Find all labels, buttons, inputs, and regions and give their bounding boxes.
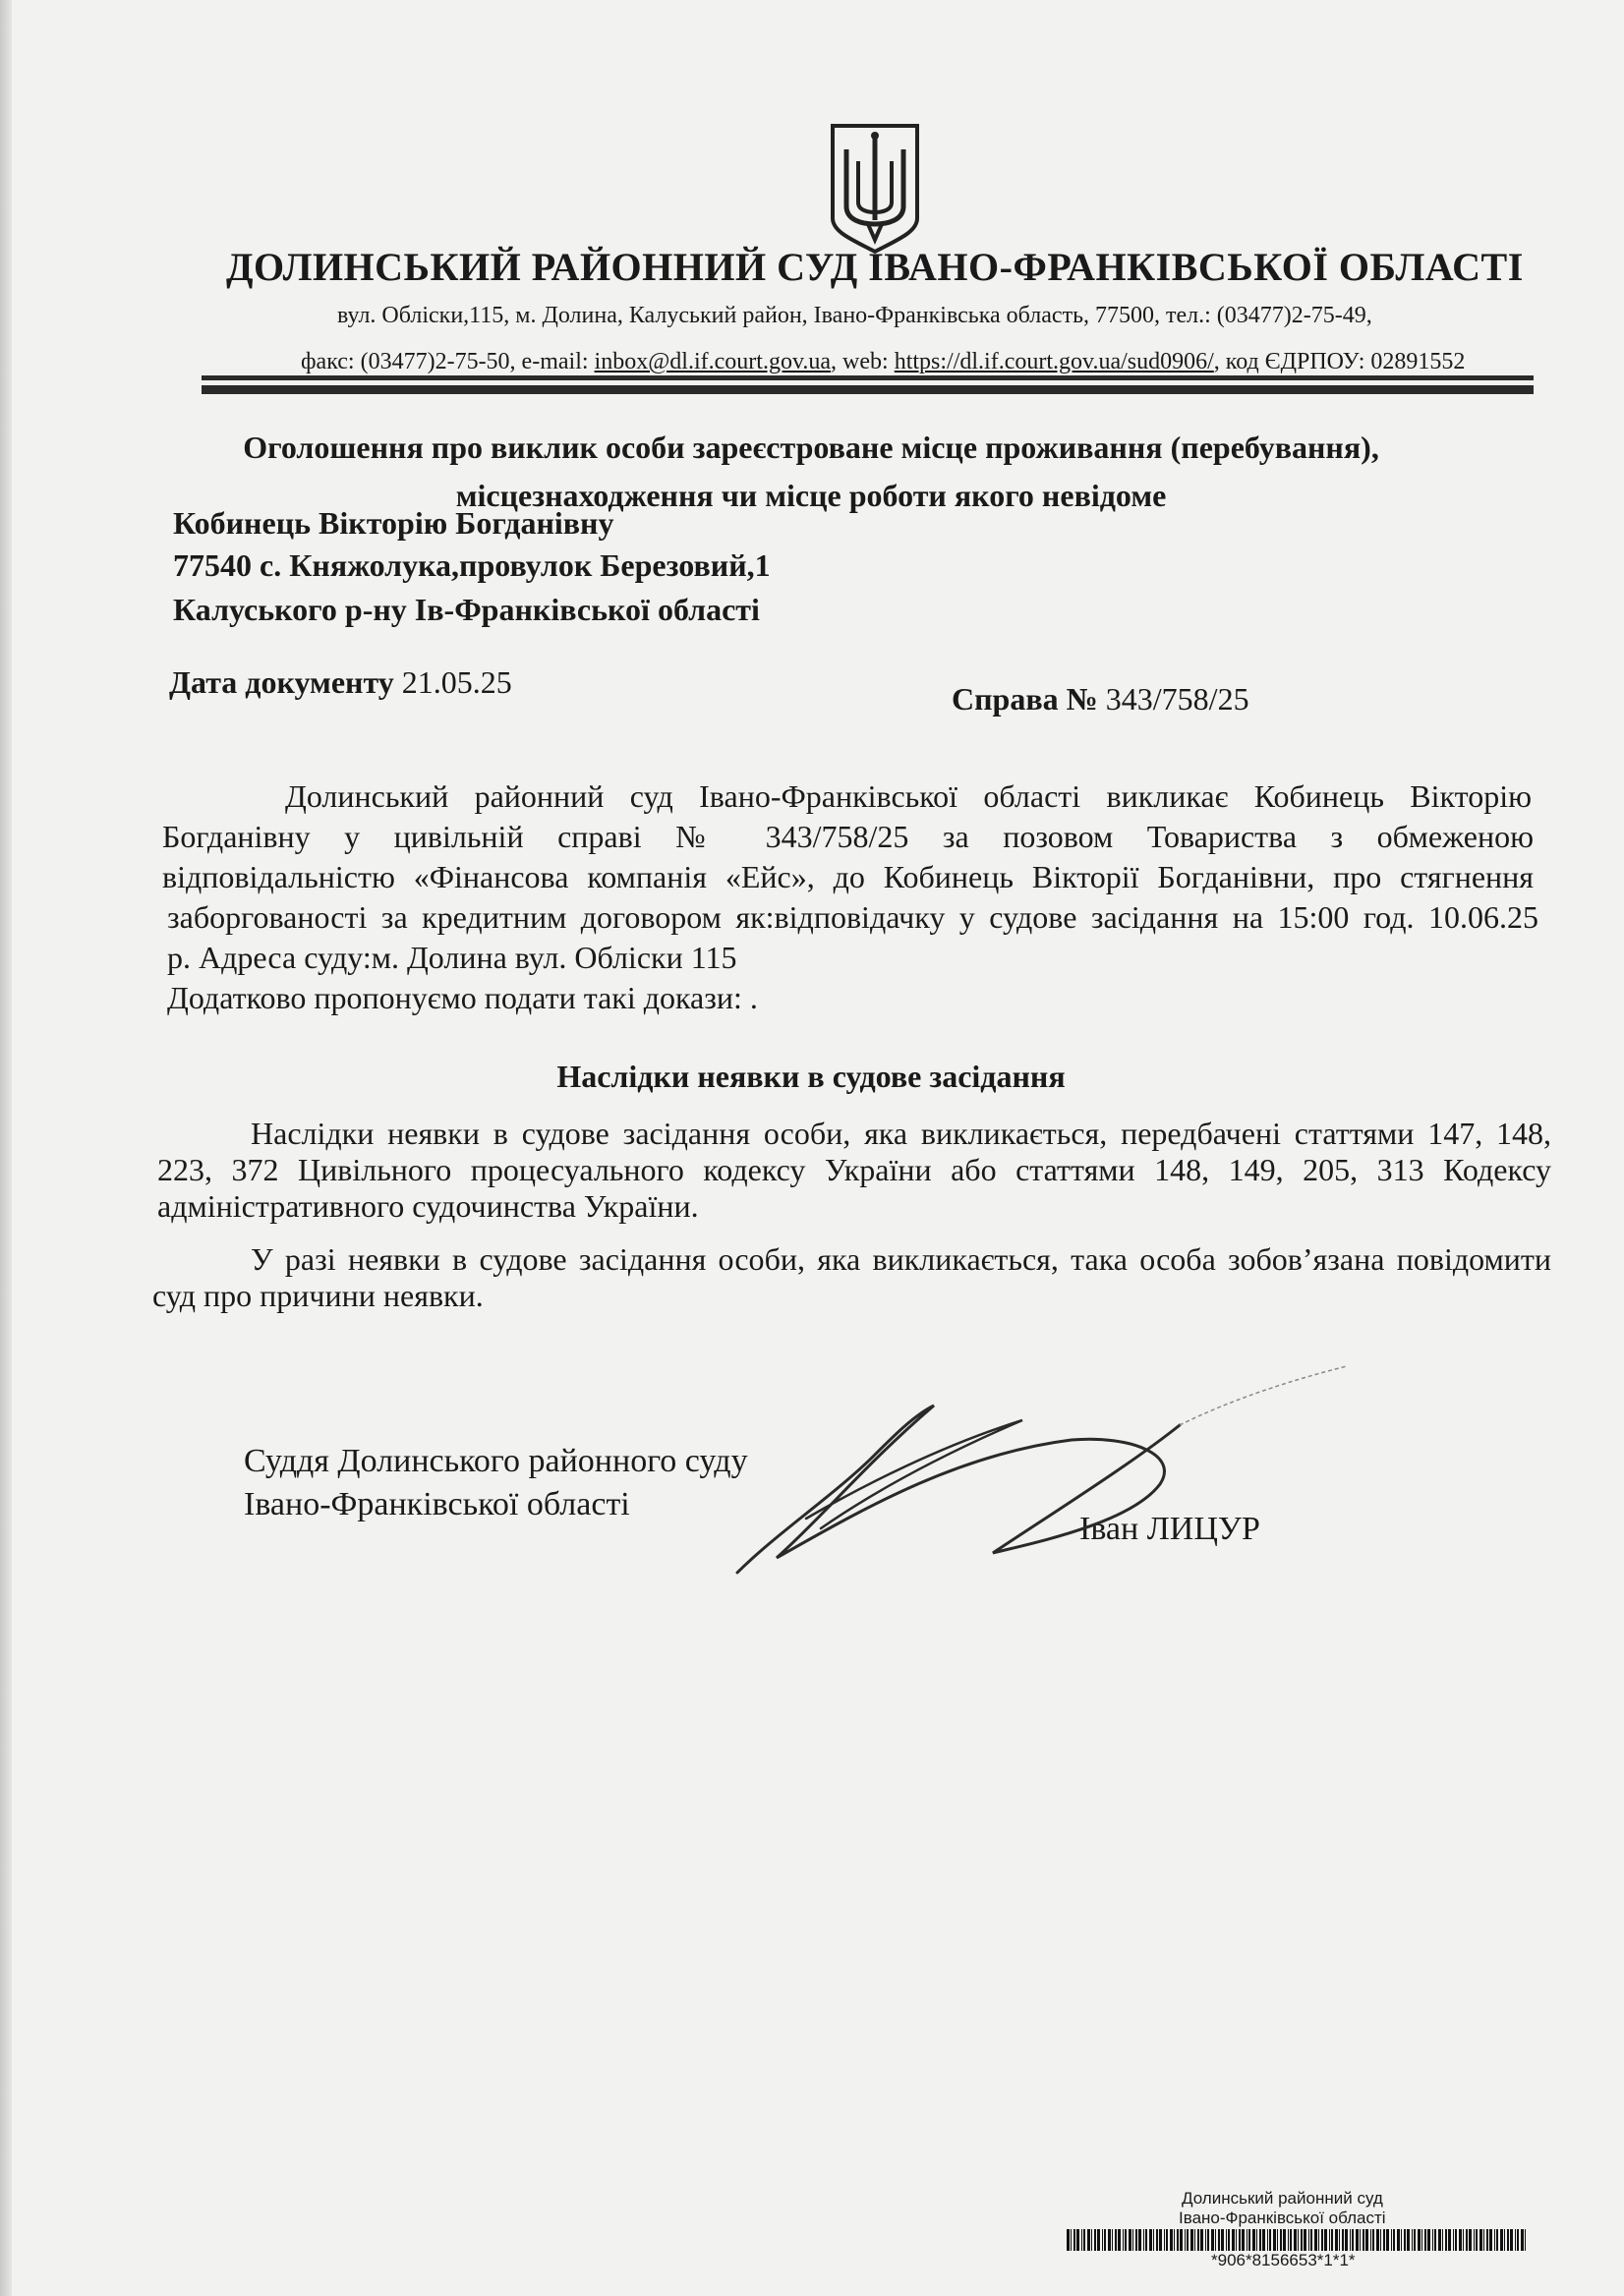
barcode-bar	[1290, 2229, 1292, 2251]
edrpou-code: , код ЄДРПОУ: 02891552	[1213, 349, 1466, 374]
barcode-bar	[1438, 2229, 1441, 2251]
barcode-bar	[1304, 2229, 1306, 2251]
barcode-bar	[1164, 2229, 1165, 2251]
consequences-paragraph-2: У разі неявки в судове засідання особи, яка викликається, така особа зобов’язана повідомити суд про причини неявки.	[152, 1241, 1551, 1313]
barcode-bar	[1211, 2229, 1214, 2251]
barcode-bar	[1115, 2229, 1117, 2251]
date-label: Дата документу	[169, 664, 394, 700]
barcode-bar	[1386, 2229, 1389, 2251]
barcode-bar	[1215, 2229, 1216, 2251]
case-number	[952, 681, 1249, 718]
barcode-bar	[1273, 2229, 1276, 2251]
barcode-bar	[1517, 2229, 1519, 2251]
consequences-heading: Наслідки неявки в судове засідання	[556, 1059, 1066, 1094]
barcode-bar	[1218, 2229, 1220, 2251]
barcode-bar	[1132, 2229, 1133, 2251]
barcode-bar	[1455, 2229, 1457, 2251]
barcode-bar	[1421, 2229, 1422, 2251]
barcode-bar	[1170, 2229, 1173, 2251]
web-link[interactable]: https://dl.if.court.gov.ua/sud0906/	[894, 349, 1214, 374]
barcode-bar	[1483, 2229, 1484, 2251]
barcode-bar	[1469, 2229, 1472, 2251]
barcode-bar	[1123, 2229, 1124, 2251]
barcode-bar	[1356, 2229, 1359, 2251]
court-address: вул. Обліски,115, м. Долина, Калуський район, Івано-Франківська область, 77500, тел.: (03477)2-75-49,	[337, 303, 1372, 328]
header-divider-thick	[202, 385, 1534, 394]
barcode-bar	[1397, 2229, 1400, 2251]
barcode-bar	[1414, 2229, 1416, 2251]
judge-position-line1: Суддя Долинського районного суду	[244, 1443, 748, 1479]
body-line-2: Богданівну у цивільній справі № 343/758/25 за позовом Товариства з обмеженою	[162, 819, 1534, 854]
barcode-bar	[1331, 2229, 1333, 2251]
barcode-bar	[1445, 2229, 1447, 2251]
barcode-bar	[1298, 2229, 1299, 2251]
addressee-region: Калуського р-ну Ів-Франківської області	[173, 592, 760, 627]
barcode-bar	[1135, 2229, 1137, 2251]
barcode-bar	[1228, 2229, 1230, 2251]
barcode-bar	[1345, 2229, 1348, 2251]
barcode-bar	[1166, 2229, 1168, 2251]
date-value: 21.05.25	[393, 664, 512, 700]
barcode-bar	[1174, 2229, 1175, 2251]
web-label: , web:	[831, 349, 895, 374]
barcode-bar	[1073, 2229, 1075, 2251]
barcode-bar	[1294, 2229, 1297, 2251]
coat-of-arms-icon	[829, 122, 921, 256]
barcode-bar	[1479, 2229, 1482, 2251]
body-line-6: Додатково пропонуємо подати такі докази: .	[167, 980, 758, 1015]
barcode-bar	[1515, 2229, 1516, 2251]
barcode-bar	[1339, 2229, 1340, 2251]
barcode-bar	[1510, 2229, 1513, 2251]
barcode-bar	[1376, 2229, 1379, 2251]
addressee-street: 77540 с. Княжолука,провулок Березовий,1	[173, 547, 771, 583]
barcode-bar	[1267, 2229, 1268, 2251]
barcode-bar	[1424, 2229, 1426, 2251]
barcode-bar	[1081, 2229, 1082, 2251]
barcode-bar	[1393, 2229, 1395, 2251]
court-contacts	[301, 349, 1465, 375]
barcode-bar	[1504, 2229, 1505, 2251]
barcode-bar	[1252, 2229, 1255, 2251]
barcode-bar	[1071, 2229, 1072, 2251]
fax-label: факс: (03477)2-75-50, e-mail:	[301, 349, 595, 374]
barcode-bar	[1383, 2229, 1385, 2251]
barcode-code: *906*8156653*1*1*	[1211, 2251, 1356, 2269]
barcode-bar	[1453, 2229, 1454, 2251]
barcode-bar	[1102, 2229, 1103, 2251]
barcode-bar	[1463, 2229, 1464, 2251]
barcode-bar	[1156, 2229, 1158, 2251]
barcode-bar	[1466, 2229, 1468, 2251]
barcode-bar	[1507, 2229, 1509, 2251]
barcode-bar	[1177, 2229, 1179, 2251]
barcode-bar	[1236, 2229, 1237, 2251]
barcode-bar	[1486, 2229, 1488, 2251]
barcode-bar	[1190, 2229, 1193, 2251]
barcode-bar	[1324, 2229, 1327, 2251]
body-line-4: заборгованості за кредитним договором як:відповідачку у судове засідання на 15:00 год. 10.06.25	[167, 899, 1538, 935]
barcode-bar	[1149, 2229, 1152, 2251]
barcode-bar	[1352, 2229, 1354, 2251]
barcode-bar	[1112, 2229, 1113, 2251]
barcode-bar	[1525, 2229, 1526, 2251]
barcode-bar	[1280, 2229, 1282, 2251]
barcode-bar	[1091, 2229, 1092, 2251]
barcode-bar	[1180, 2229, 1183, 2251]
barcode-bar	[1404, 2229, 1406, 2251]
case-label: Справа №	[952, 681, 1098, 717]
barcode-bar	[1256, 2229, 1257, 2251]
body-line-5: р. Адреса суду:м. Долина вул. Обліски 115	[167, 940, 737, 975]
barcode-bar	[1500, 2229, 1503, 2251]
barcode-bar	[1494, 2229, 1495, 2251]
barcode-bar	[1521, 2229, 1524, 2251]
judge-position-line2: Івано-Франківської області	[244, 1486, 630, 1522]
barcode-bar	[1442, 2229, 1443, 2251]
barcode-bar	[1329, 2229, 1330, 2251]
barcode-bar	[1365, 2229, 1368, 2251]
barcode-bar	[1104, 2229, 1106, 2251]
barcode-bar	[1407, 2229, 1410, 2251]
barcode-bar	[1259, 2229, 1261, 2251]
case-value: 343/758/25	[1097, 681, 1249, 717]
barcode-bar	[1427, 2229, 1430, 2251]
barcode-bar	[1360, 2229, 1361, 2251]
judge-name: Іван ЛИЦУР	[1079, 1511, 1260, 1547]
barcode-bar	[1288, 2229, 1289, 2251]
barcode-bar	[1242, 2229, 1245, 2251]
barcode-icon	[1067, 2229, 1529, 2251]
barcode-bar	[1418, 2229, 1421, 2251]
barcode-bar	[1232, 2229, 1235, 2251]
addressee-name: Кобинець Вікторію Богданівну	[173, 505, 614, 541]
consequences-paragraph-1: Наслідки неявки в судове засідання особи, яка викликається, передбачені статтями 147, 148, 223, 372 Цивільного процесуального кодексу України або статтями 148, 149, 205, 313 Кодексу адміністративного судочинства України.	[157, 1116, 1551, 1224]
barcode-bar	[1125, 2229, 1127, 2251]
barcode-bar	[1335, 2229, 1338, 2251]
barcode-bar	[1448, 2229, 1451, 2251]
barcode-bar	[1321, 2229, 1323, 2251]
barcode-bar	[1129, 2229, 1131, 2251]
barcode-bar	[1108, 2229, 1111, 2251]
barcode-bar	[1277, 2229, 1278, 2251]
barcode-bar	[1370, 2229, 1371, 2251]
barcode-bar	[1118, 2229, 1121, 2251]
barcode-bar	[1401, 2229, 1402, 2251]
barcode-bar	[1318, 2229, 1319, 2251]
court-name: ДОЛИНСЬКИЙ РАЙОННИЙ СУД ІВАНО-ФРАНКІВСЬКОЇ ОБЛАСТІ	[226, 245, 1524, 289]
barcode-bar	[1434, 2229, 1436, 2251]
barcode-bar	[1083, 2229, 1085, 2251]
barcode-bar	[1143, 2229, 1144, 2251]
barcode-bar	[1159, 2229, 1162, 2251]
barcode-bar	[1310, 2229, 1312, 2251]
barcode-bar	[1283, 2229, 1286, 2251]
barcode-bar	[1076, 2229, 1079, 2251]
barcode-bar	[1269, 2229, 1271, 2251]
barcode-bar	[1412, 2229, 1413, 2251]
barcode-bar	[1094, 2229, 1096, 2251]
barcode-bar	[1432, 2229, 1433, 2251]
barcode-bar	[1391, 2229, 1392, 2251]
barcode-bar	[1301, 2229, 1303, 2251]
barcode-bar	[1489, 2229, 1492, 2251]
barcode-bar	[1187, 2229, 1189, 2251]
barcode-bar	[1372, 2229, 1374, 2251]
barcode-bar	[1067, 2229, 1070, 2251]
barcode-bar	[1262, 2229, 1265, 2251]
barcode-bar	[1350, 2229, 1351, 2251]
barcode-bar	[1239, 2229, 1241, 2251]
barcode-bar	[1248, 2229, 1250, 2251]
barcode-bar	[1197, 2229, 1199, 2251]
barcode-bar	[1200, 2229, 1203, 2251]
header-divider-thin	[202, 375, 1534, 380]
barcode-bar	[1138, 2229, 1141, 2251]
barcode-bar	[1097, 2229, 1100, 2251]
body-line-3: відповідальністю «Фінансова компанія «Ейс», до Кобинець Вікторії Богданівни, про стягнення	[162, 859, 1534, 894]
notice-title-line2: місцезнаходження чи місце роботи якого невідоме	[455, 478, 1167, 513]
barcode-bar	[1380, 2229, 1381, 2251]
barcode-bar	[1308, 2229, 1309, 2251]
stamp-line2: Івано-Франківської області	[1179, 2209, 1386, 2227]
notice-title-line1: Оголошення про виклик особи зареєстроване місце проживання (перебування),	[243, 430, 1379, 465]
barcode-bar	[1314, 2229, 1317, 2251]
barcode-bar	[1496, 2229, 1498, 2251]
barcode-bar	[1145, 2229, 1147, 2251]
barcode-bar	[1205, 2229, 1206, 2251]
barcode-bar	[1221, 2229, 1224, 2251]
barcode-bar	[1087, 2229, 1090, 2251]
barcode-bar	[1185, 2229, 1186, 2251]
barcode-bar	[1363, 2229, 1364, 2251]
barcode-bar	[1342, 2229, 1344, 2251]
barcode-bar	[1226, 2229, 1227, 2251]
barcode-bar	[1207, 2229, 1209, 2251]
barcode-bar	[1153, 2229, 1154, 2251]
handwritten-signature	[718, 1347, 1357, 1592]
email-link[interactable]: inbox@dl.if.court.gov.ua	[594, 349, 832, 374]
document-date	[169, 664, 512, 701]
body-line-1: Долинський районний суд Івано-Франківської області викликає Кобинець Вікторію	[285, 778, 1532, 814]
scan-edge	[0, 0, 12, 2296]
barcode-bar	[1476, 2229, 1478, 2251]
barcode-bar	[1194, 2229, 1195, 2251]
barcode-bar	[1474, 2229, 1475, 2251]
stamp-line1: Долинський районний суд	[1182, 2189, 1383, 2208]
barcode-bar	[1459, 2229, 1462, 2251]
